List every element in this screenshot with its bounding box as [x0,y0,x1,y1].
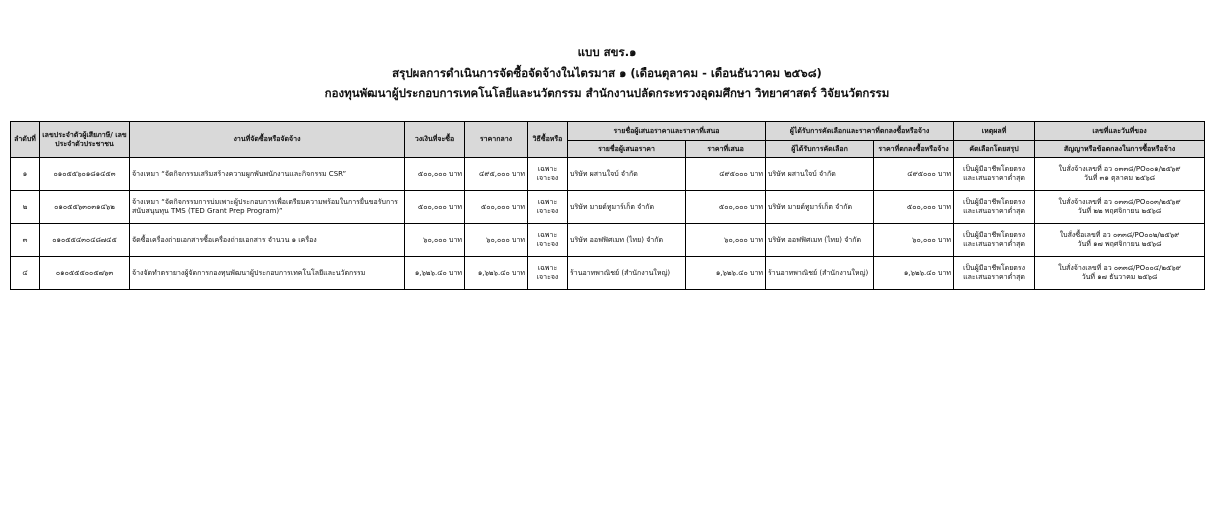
cell-bid-price: ๔๙๕๐๐๐ บาท [686,158,766,191]
table-row [11,191,1205,224]
col-header-winner-name: ผู้ได้รับการคัดเลือก [766,141,874,158]
cell-agreed-price: ๕๐๐,๐๐๐ บาท [874,191,954,224]
cell-no: ๔ [11,257,40,290]
col-header-no: ลำดับที่ [11,122,40,158]
col-header-method: วิธีซื้อหรือ [528,122,568,158]
contract-line-2: วันที่ ๓๑ ตุลาคม ๒๕๖๘ [1084,174,1156,182]
col-header-median-price: ราคากลาง [465,122,528,158]
cell-taxid: ๐๑๐๕๕๖๐๑๘๑๔๕๓ [40,158,130,191]
cell-no: ๓ [11,224,40,257]
reason-line-2: และเสนอราคาต่ำสุด [963,207,1025,215]
cell-method: เฉพาะเจาะจง [528,257,568,290]
cell-taxid: ๐๑๐๕๕๖๓๐๓๑๔๖๒ [40,191,130,224]
cell-median-price: ๕๐๐,๐๐๐ บาท [465,191,528,224]
cell-contract [1035,224,1205,257]
cell-agreed-price: ๔๙๕๐๐๐ บาท [874,158,954,191]
cell-winner: บริษัท มายด์ทูมาร์เก็ต จำกัด [766,191,874,224]
cell-taxid: ๐๑๐๕๕๔๓๐๔๘๗๔๕ [40,224,130,257]
col-header-bidders-group: รายชื่อผู้เสนอราคาและราคาที่เสนอ [568,122,766,141]
document-title: สรุปผลการดำเนินการจัดซื้อจัดจ้างในไตรมาส ๑ (เดือนตุลาคม - เดือนธันวาคม ๒๕๖๘) [392,66,822,80]
cell-bidder: บริษัท มายด์ทูมาร์เก็ต จำกัด [568,191,686,224]
contract-line-2: วันที่ ๑๗ ธันวาคม ๒๕๖๘ [1081,273,1158,281]
col-header-contract: เลขที่และวันที่ของ [1035,122,1205,141]
cell-bid-price: ๖๐,๐๐๐ บาท [686,224,766,257]
cell-taxid: ๐๑๐๕๕๕๐๐๕๗๖๓ [40,257,130,290]
cell-method: เฉพาะเจาะจง [528,224,568,257]
contract-line-1: ใบสั่งจ้างเลขที่ อว ๐๓๓๘/PO๐๐๓/๒๕๖๙ [1058,198,1181,206]
reason-line-1: เป็นผู้มีอาชีพโดยตรง [963,231,1026,239]
cell-agreed-price: ๖๐,๐๐๐ บาท [874,224,954,257]
contract-line-2: วันที่ ๑๗ พฤศจิกายน ๒๕๖๘ [1077,240,1162,248]
cell-median-price: ๑,๖๒๖.๔๐ บาท [465,257,528,290]
reason-line-2: และเสนอราคาต่ำสุด [963,273,1025,281]
cell-median-price: ๖๐,๐๐๐ บาท [465,224,528,257]
cell-no: ๒ [11,191,40,224]
table-header-row [11,122,1205,141]
cell-bidder: บริษัท ผสานใจบ์ จำกัด [568,158,686,191]
cell-reason [954,191,1035,224]
cell-bid-price: ๑,๖๒๖.๔๐ บาท [686,257,766,290]
contract-line-1: ใบสั่งซื้อเลขที่ อว ๐๓๓๘/PO๐๐๒/๒๕๖๙ [1059,231,1180,239]
col-header-reason-sub: คัดเลือกโดยสรุป [954,141,1035,158]
col-header-winner-group: ผู้ได้รับการคัดเลือกและราคาที่ตกลงซื้อหรือจ้าง [766,122,954,141]
col-header-agreed-price: ราคาที่ตกลงซื้อหรือจ้าง [874,141,954,158]
reason-line-2: และเสนอราคาต่ำสุด [963,174,1025,182]
cell-work: จ้างเหมา “จัดกิจกรรมเสริมสร้างความผูกพันพนักงานและกิจกรรม CSR” [130,158,405,191]
cell-contract [1035,257,1205,290]
table-row [11,158,1205,191]
cell-winner: บริษัท ออฟฟิศเมท (ไทย) จำกัด [766,224,874,257]
cell-median-price: ๔๙๕,๐๐๐ บาท [465,158,528,191]
col-header-bid-price: ราคาที่เสนอ [686,141,766,158]
cell-method: เฉพาะเจาะจง [528,191,568,224]
cell-contract [1035,158,1205,191]
reason-line-1: เป็นผู้มีอาชีพโดยตรง [963,198,1026,206]
contract-line-1: ใบสั่งจ้างเลขที่ อว ๐๓๓๘/PO๐๐๔/๒๕๖๙ [1058,264,1181,272]
contract-line-1: ใบสั่งจ้างเลขที่ อว ๐๓๓๘/PO๐๐๑/๒๕๖๙ [1058,165,1181,173]
cell-work: จัดซื้อเครื่องถ่ายเอกสารซื้อเครื่องถ่ายเอกสาร จำนวน ๑ เครื่อง [130,224,405,257]
procurement-summary-table [10,121,1205,290]
cell-reason [954,224,1035,257]
cell-bid-price: ๕๐๐,๐๐๐ บาท [686,191,766,224]
col-header-contract-sub: สัญญาหรือข้อตกลงในการซื้อหรือจ้าง [1035,141,1205,158]
col-header-work: งานที่จัดซื้อหรือจัดจ้าง [130,122,405,158]
cell-agreed-price: ๑,๖๒๖.๔๐ บาท [874,257,954,290]
contract-line-2: วันที่ ๒๒ พฤศจิกายน ๒๕๖๘ [1077,207,1162,215]
table-row [11,257,1205,290]
col-header-reason: เหตุผลที่ [954,122,1035,141]
col-header-bidder-name: รายชื่อผู้เสนอราคา [568,141,686,158]
cell-method: เฉพาะเจาะจง [528,158,568,191]
col-header-taxid: เลขประจำตัวผู้เสียภาษี/ เลขประจำตัวประชาชน [40,122,130,158]
cell-contract [1035,191,1205,224]
cell-no: ๑ [11,158,40,191]
cell-work: จ้างจัดทำตรายางผู้จัดการกองทุนพัฒนาผู้ประกอบการเทคโนโลยีและนวัตกรรม [130,257,405,290]
cell-budget: ๕๐๐,๐๐๐ บาท [405,191,465,224]
cell-winner: ร้านอาทพาณิชย์ (สำนักงานใหญ่) [766,257,874,290]
cell-budget: ๖๐,๐๐๐ บาท [405,224,465,257]
organization-name: กองทุนพัฒนาผู้ประกอบการเทคโนโลยีและนวัตกรรม สำนักงานปลัดกระทรวงอุดมศึกษา วิทยาศาสตร์ วิจัยนวัตกรรม [324,86,890,100]
cell-reason [954,158,1035,191]
table-row [11,224,1205,257]
cell-bidder: บริษัท ออฟฟิศเมท (ไทย) จำกัด [568,224,686,257]
cell-budget: ๑,๖๒๖.๔๐ บาท [405,257,465,290]
reason-line-1: เป็นผู้มีอาชีพโดยตรง [963,165,1026,173]
cell-reason [954,257,1035,290]
form-number: แบบ สขร.๑ [577,45,637,59]
reason-line-2: และเสนอราคาต่ำสุด [963,240,1025,248]
cell-winner: บริษัท ผสานใจบ์ จำกัด [766,158,874,191]
cell-bidder: ร้านอาทพาณิชย์ (สำนักงานใหญ่) [568,257,686,290]
reason-line-1: เป็นผู้มีอาชีพโดยตรง [963,264,1026,272]
cell-budget: ๕๐๐,๐๐๐ บาท [405,158,465,191]
cell-work: จ้างเหมา “จัดกิจกรรมการบ่มเพาะผู้ประกอบการเพื่อเตรียมความพร้อมในการยื่นขอรับการสนับสนุนทุน TMS (TED Grant Prep Program)” [130,191,405,224]
col-header-budget: วงเงินที่จะซื้อ [405,122,465,158]
